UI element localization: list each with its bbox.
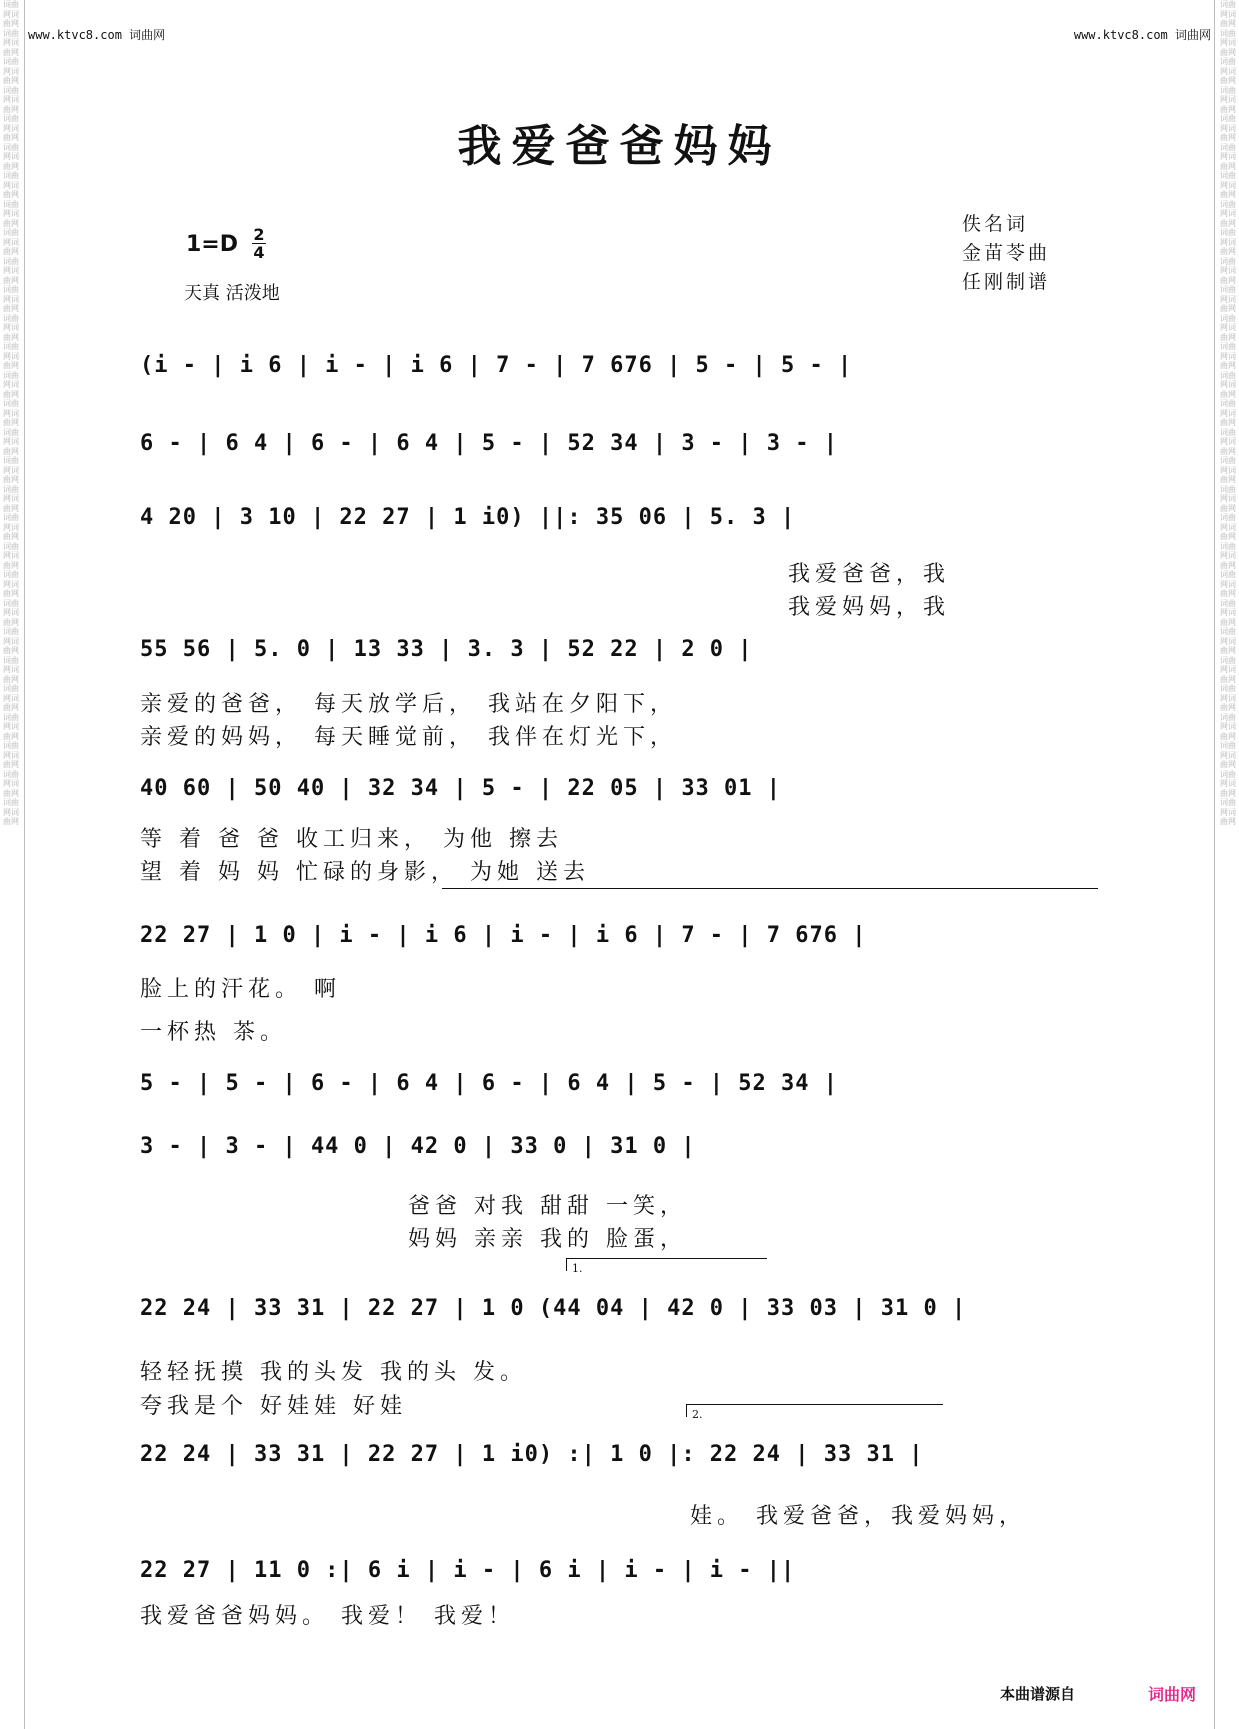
score-row-4: 55 56 | 5. 0 | 13 33 | 3. 3 | 52 22 | 2 0 | [140,637,753,662]
time-sig-top: 2 [253,225,265,244]
score-row-3: 4 20 | 3 10 | 22 27 | 1 i0) ||: 35 06 | 5. 3 | [140,505,796,530]
lyric-row-9-verse-2: 夸我是个 好娃娃 好娃 [140,1394,407,1419]
score-row-11: 22 27 | 11 0 :| 6 i | i - | 6 i | i - | i - || [140,1558,796,1583]
right-border-line [1214,0,1215,1729]
left-watermark-strip: 词曲网词曲网词曲网词曲网词曲网词曲网词曲网词曲网词曲网词曲网词曲网词曲网词曲网词曲网词曲网词曲网词曲网词曲网词曲网词曲网词曲网词曲网词曲网词曲网词曲网词曲网词曲网词曲网词曲网词曲网词曲网词曲网词曲网词曲网词曲网词曲网词曲网词曲网词曲网词曲网词曲网词曲网词曲网词曲网词曲网词曲网词曲网词曲网词曲网词曲网词曲网词曲网词曲网词曲网词曲网词曲网词曲网词曲网 [3,0,19,826]
volta-2-label: 2. [692,1408,703,1421]
lyric-row-3-verse-1: 我爱爸爸，我 [788,562,951,587]
right-watermark-strip: 词曲网词曲网词曲网词曲网词曲网词曲网词曲网词曲网词曲网词曲网词曲网词曲网词曲网词曲网词曲网词曲网词曲网词曲网词曲网词曲网词曲网词曲网词曲网词曲网词曲网词曲网词曲网词曲网词曲网词曲网词曲网词曲网词曲网词曲网词曲网词曲网词曲网词曲网词曲网词曲网词曲网词曲网词曲网词曲网词曲网词曲网词曲网词曲网词曲网词曲网词曲网词曲网词曲网词曲网词曲网词曲网词曲网词曲网 [1220,0,1236,826]
lyric-row-6-verse-1: 脸上的汗花。 啊 [140,977,341,1002]
left-border-line [24,0,25,1729]
key-signature: 1=D [186,232,239,257]
credit-composer: 金苗苓曲 [962,242,1051,264]
time-signature [252,226,266,261]
lyric-row-4-verse-2: 亲爱的妈妈， 每天睡觉前， 我伴在灯光下， [140,725,677,750]
lyric-row-9-verse-1: 轻轻抚摸 我的头发 我的头 发。 [140,1360,527,1385]
lyric-row-6-verse-2: 一杯热 茶。 [140,1020,287,1045]
lyric-row-5-verse-2: 望 着 妈 妈 忙碌的身影， 为她 送去 [140,860,590,885]
score-row-2: 6 - | 6 4 | 6 - | 6 4 | 5 - | 52 34 | 3 - | 3 - | [140,431,839,456]
lyric-row-10: 娃。 我爱爸爸，我爱妈妈， [690,1504,1026,1529]
score-row-10: 22 24 | 33 31 | 22 27 | 1 i0) :| 1 0 |: 22 24 | 33 31 | [140,1442,924,1467]
song-title: 我爱爸爸妈妈 [457,121,782,172]
credit-arranger: 任刚制谱 [962,271,1051,293]
slur-line [442,888,1098,889]
credit-lyricist: 佚名词 [962,213,1029,235]
score-row-8: 3 - | 3 - | 44 0 | 42 0 | 33 0 | 31 0 | [140,1134,696,1159]
lyric-row-5-verse-1: 等 着 爸 爸 收工归来， 为他 擦去 [140,827,563,852]
score-row-5: 40 60 | 50 40 | 32 34 | 5 - | 22 05 | 33 01 | [140,776,782,801]
score-row-7: 5 - | 5 - | 6 - | 6 4 | 6 - | 6 4 | 5 - | 52 34 | [140,1071,839,1096]
watermark-top-left: www.ktvc8.com 词曲网 [28,28,166,42]
footer-brand: 词曲网 [1148,1685,1197,1704]
volta-1-label: 1. [572,1262,583,1275]
lyric-row-11: 我爱爸爸妈妈。 我爱！ 我爱！ [140,1604,515,1629]
score-row-6: 22 27 | 1 0 | i - | i 6 | i - | i 6 | 7 - | 7 676 | [140,923,867,948]
lyric-row-8-verse-2: 妈妈 亲亲 我的 脸蛋， [408,1227,687,1252]
score-row-9: 22 24 | 33 31 | 22 27 | 1 0 (44 04 | 42 0 | 33 03 | 31 0 | [140,1296,967,1321]
footer-source: 本曲谱源自 [1000,1685,1076,1703]
lyric-row-8-verse-1: 爸爸 对我 甜甜 一笑， [408,1194,687,1219]
watermark-top-right: www.ktvc8.com 词曲网 [1073,28,1211,42]
volta-1-bracket [566,1258,767,1271]
tempo-marking: 天真 活泼地 [184,283,280,304]
lyric-row-4-verse-1: 亲爱的爸爸， 每天放学后， 我站在夕阳下， [140,692,677,717]
credits-block [962,210,1050,297]
time-sig-bottom: 4 [253,243,265,262]
lyric-row-3-verse-2: 我爱妈妈，我 [788,595,951,620]
score-row-1: (i - | i 6 | i - | i 6 | 7 - | 7 676 | 5 - | 5 - | [140,353,853,378]
volta-2-bracket [686,1404,943,1417]
